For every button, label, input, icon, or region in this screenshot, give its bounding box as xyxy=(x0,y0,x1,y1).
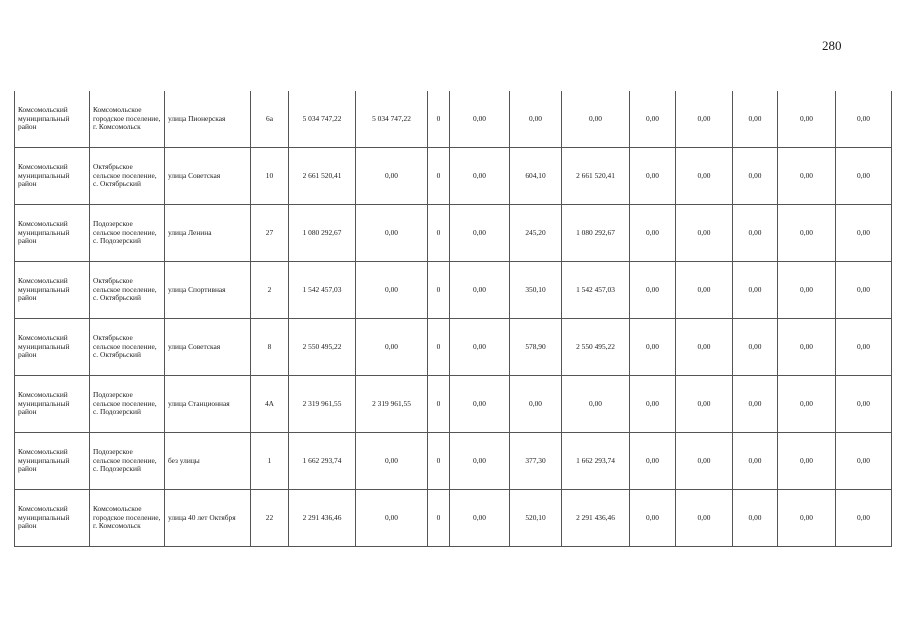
street-cell: улица Станционная xyxy=(165,376,251,433)
value-cell-6: 0,00 xyxy=(630,262,676,319)
settlement-cell: Подозерское сельское поселение, с. Подозерский xyxy=(90,433,165,490)
value-cell-9: 0,00 xyxy=(778,91,836,148)
district-cell: Комсомольский муниципальный район xyxy=(15,91,90,148)
district-cell: Комсомольский муниципальный район xyxy=(15,319,90,376)
district-cell: Комсомольский муниципальный район xyxy=(15,262,90,319)
value-cell-1: 0,00 xyxy=(356,148,428,205)
total-cost-cell: 2 319 961,55 xyxy=(289,376,356,433)
value-cell-6: 0,00 xyxy=(630,91,676,148)
district-cell: Комсомольский муниципальный район xyxy=(15,148,90,205)
settlement-cell: Октябрьское сельское поселение, с. Октябрьский xyxy=(90,319,165,376)
value-cell-2: 0 xyxy=(428,319,450,376)
total-cost-cell: 5 034 747,22 xyxy=(289,91,356,148)
value-cell-8: 0,00 xyxy=(733,376,778,433)
value-cell-2: 0 xyxy=(428,205,450,262)
total-cost-cell: 2 661 520,41 xyxy=(289,148,356,205)
value-cell-7: 0,00 xyxy=(676,262,733,319)
value-cell-1: 0,00 xyxy=(356,433,428,490)
value-cell-1: 0,00 xyxy=(356,319,428,376)
value-cell-1: 0,00 xyxy=(356,490,428,547)
value-cell-3: 0,00 xyxy=(450,319,510,376)
value-cell-9: 0,00 xyxy=(778,433,836,490)
value-cell-10: 0,00 xyxy=(836,91,892,148)
value-cell-2: 0 xyxy=(428,262,450,319)
total-cost-cell: 1 662 293,74 xyxy=(289,433,356,490)
table-row xyxy=(15,148,892,205)
value-cell-4: 350,10 xyxy=(510,262,562,319)
district-cell: Комсомольский муниципальный район xyxy=(15,433,90,490)
value-cell-7: 0,00 xyxy=(676,148,733,205)
value-cell-4: 520,10 xyxy=(510,490,562,547)
district-cell: Комсомольский муниципальный район xyxy=(15,205,90,262)
value-cell-4: 0,00 xyxy=(510,376,562,433)
street-cell: улица Пионерская xyxy=(165,91,251,148)
value-cell-1: 0,00 xyxy=(356,205,428,262)
house-number-cell: 6а xyxy=(251,91,289,148)
value-cell-5: 0,00 xyxy=(562,91,630,148)
value-cell-10: 0,00 xyxy=(836,490,892,547)
value-cell-3: 0,00 xyxy=(450,376,510,433)
value-cell-10: 0,00 xyxy=(836,433,892,490)
value-cell-6: 0,00 xyxy=(630,376,676,433)
value-cell-4: 245,20 xyxy=(510,205,562,262)
value-cell-9: 0,00 xyxy=(778,205,836,262)
settlement-cell: Подозерское сельское поселение, с. Подозерский xyxy=(90,376,165,433)
value-cell-7: 0,00 xyxy=(676,319,733,376)
value-cell-9: 0,00 xyxy=(778,319,836,376)
value-cell-6: 0,00 xyxy=(630,148,676,205)
settlement-cell: Комсомольское городское поселение, г. Комсомольск xyxy=(90,490,165,547)
value-cell-1: 0,00 xyxy=(356,262,428,319)
value-cell-3: 0,00 xyxy=(450,148,510,205)
value-cell-5: 0,00 xyxy=(562,376,630,433)
value-cell-9: 0,00 xyxy=(778,148,836,205)
street-cell: улица Советская xyxy=(165,319,251,376)
value-cell-1: 5 034 747,22 xyxy=(356,91,428,148)
total-cost-cell: 1 542 457,03 xyxy=(289,262,356,319)
house-number-cell: 1 xyxy=(251,433,289,490)
value-cell-4: 604,10 xyxy=(510,148,562,205)
page-number: 280 xyxy=(822,38,842,53)
value-cell-7: 0,00 xyxy=(676,490,733,547)
value-cell-8: 0,00 xyxy=(733,319,778,376)
value-cell-2: 0 xyxy=(428,91,450,148)
house-number-cell: 10 xyxy=(251,148,289,205)
value-cell-7: 0,00 xyxy=(676,91,733,148)
house-number-cell: 2 xyxy=(251,262,289,319)
house-number-cell: 22 xyxy=(251,490,289,547)
value-cell-3: 0,00 xyxy=(450,91,510,148)
value-cell-2: 0 xyxy=(428,148,450,205)
value-cell-8: 0,00 xyxy=(733,490,778,547)
value-cell-4: 377,30 xyxy=(510,433,562,490)
value-cell-5: 1 662 293,74 xyxy=(562,433,630,490)
value-cell-8: 0,00 xyxy=(733,433,778,490)
value-cell-5: 1 542 457,03 xyxy=(562,262,630,319)
value-cell-3: 0,00 xyxy=(450,490,510,547)
value-cell-7: 0,00 xyxy=(676,205,733,262)
total-cost-cell: 1 080 292,67 xyxy=(289,205,356,262)
value-cell-8: 0,00 xyxy=(733,205,778,262)
total-cost-cell: 2 291 436,46 xyxy=(289,490,356,547)
value-cell-10: 0,00 xyxy=(836,262,892,319)
value-cell-5: 2 291 436,46 xyxy=(562,490,630,547)
value-cell-2: 0 xyxy=(428,490,450,547)
street-cell: улица Ленина xyxy=(165,205,251,262)
value-cell-4: 578,90 xyxy=(510,319,562,376)
settlement-cell: Октябрьское сельское поселение, с. Октябрьский xyxy=(90,262,165,319)
total-cost-cell: 2 550 495,22 xyxy=(289,319,356,376)
table-row xyxy=(15,376,892,433)
value-cell-7: 0,00 xyxy=(676,433,733,490)
table-row xyxy=(15,319,892,376)
value-cell-6: 0,00 xyxy=(630,319,676,376)
value-cell-8: 0,00 xyxy=(733,91,778,148)
house-number-cell: 8 xyxy=(251,319,289,376)
value-cell-6: 0,00 xyxy=(630,490,676,547)
value-cell-10: 0,00 xyxy=(836,376,892,433)
table-row xyxy=(15,433,892,490)
settlement-cell: Подозерское сельское поселение, с. Подозерский xyxy=(90,205,165,262)
table-row xyxy=(15,91,892,148)
value-cell-3: 0,00 xyxy=(450,433,510,490)
value-cell-5: 2 550 495,22 xyxy=(562,319,630,376)
value-cell-1: 2 319 961,55 xyxy=(356,376,428,433)
district-cell: Комсомольский муниципальный район xyxy=(15,490,90,547)
street-cell: улица Советская xyxy=(165,148,251,205)
value-cell-5: 1 080 292,67 xyxy=(562,205,630,262)
value-cell-6: 0,00 xyxy=(630,205,676,262)
value-cell-5: 2 661 520,41 xyxy=(562,148,630,205)
district-cell: Комсомольский муниципальный район xyxy=(15,376,90,433)
value-cell-3: 0,00 xyxy=(450,262,510,319)
value-cell-10: 0,00 xyxy=(836,148,892,205)
street-cell: улица Спортивная xyxy=(165,262,251,319)
value-cell-9: 0,00 xyxy=(778,490,836,547)
value-cell-9: 0,00 xyxy=(778,376,836,433)
value-cell-6: 0,00 xyxy=(630,433,676,490)
value-cell-2: 0 xyxy=(428,376,450,433)
street-cell: улица 40 лет Октября xyxy=(165,490,251,547)
table-row xyxy=(15,262,892,319)
house-number-cell: 4А xyxy=(251,376,289,433)
registry-table xyxy=(14,91,892,547)
table-body xyxy=(15,91,892,547)
value-cell-8: 0,00 xyxy=(733,148,778,205)
value-cell-10: 0,00 xyxy=(836,319,892,376)
value-cell-9: 0,00 xyxy=(778,262,836,319)
value-cell-2: 0 xyxy=(428,433,450,490)
settlement-cell: Комсомольское городское поселение, г. Комсомольск xyxy=(90,91,165,148)
street-cell: без улицы xyxy=(165,433,251,490)
value-cell-3: 0,00 xyxy=(450,205,510,262)
value-cell-10: 0,00 xyxy=(836,205,892,262)
table-row xyxy=(15,490,892,547)
settlement-cell: Октябрьское сельское поселение, с. Октябрьский xyxy=(90,148,165,205)
house-number-cell: 27 xyxy=(251,205,289,262)
value-cell-4: 0,00 xyxy=(510,91,562,148)
table-row xyxy=(15,205,892,262)
value-cell-7: 0,00 xyxy=(676,376,733,433)
value-cell-8: 0,00 xyxy=(733,262,778,319)
